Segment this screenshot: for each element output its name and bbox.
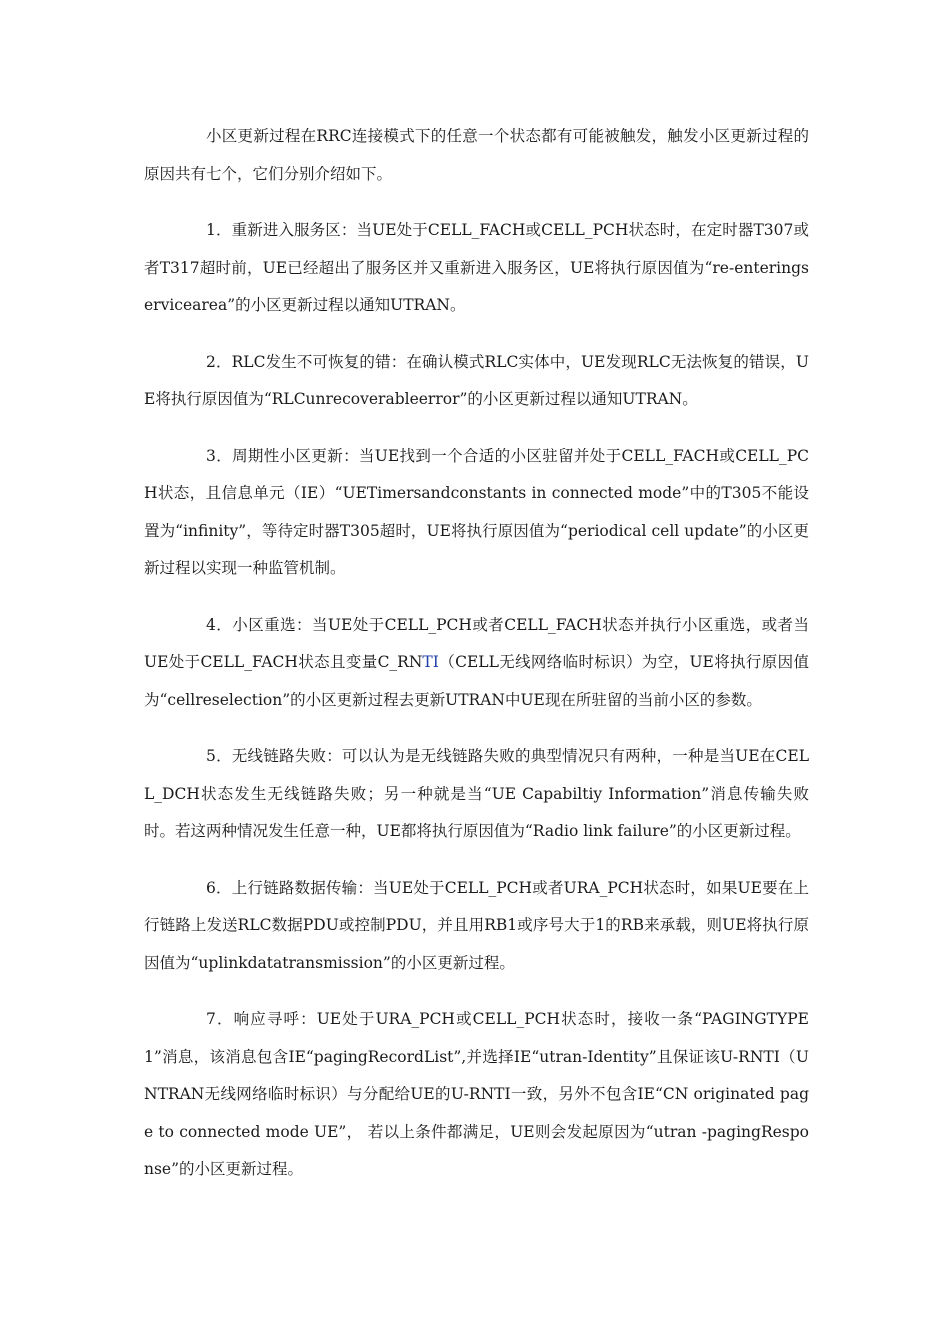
cause-4-highlight: TI	[422, 653, 439, 671]
cause-3-paragraph: 3．周期性小区更新：当UE找到一个合适的小区驻留并处于CELL_FACH或CELL_PCH状态，且信息单元（IE）“UETimersandconstants in connected mode”中的T305不能设置为“infinity”，等待定时器T305超时，UE将执行原因值为“periodical cell update”的小区更新过程以实现一种监管机制。	[144, 446, 809, 577]
cause-1-paragraph: 1．重新进入服务区：当UE处于CELL_FACH或CELL_PCH状态时，在定时器T307或者T317超时前，UE已经超出了服务区并又重新进入服务区，UE将执行原因值为“re-enteringservicearea”的小区更新过程以通知UTRAN。	[144, 221, 809, 314]
intro-paragraph: 小区更新过程在RRC连接模式下的任意一个状态都有可能被触发，触发小区更新过程的原因共有七个，它们分别介绍如下。	[144, 127, 809, 183]
cause-2-paragraph: 2．RLC发生不可恢复的错：在确认模式RLC实体中，UE发现RLC无法恢复的错误，UE将执行原因值为“RLCunrecoverableerror”的小区更新过程以通知UTRAN。	[144, 352, 809, 408]
cause-4-paragraph	[144, 607, 809, 720]
cause-7-paragraph: 7．响应寻呼：UE处于URA_PCH或CELL_PCH状态时，接收一条“PAGINGTYPE1”消息，该消息包含IE“pagingRecordList”,并选择IE“utran-Identity”且保证该U-RNTI（UNTRAN无线网络临时标识）与分配给UE的U-RNTI一致，另外不包含IE“CN originated page to connected mode UE”， 若以上条件都满足，UE则会发起原因为“utran -pagingResponse”的小区更新过程。	[144, 1010, 809, 1178]
cause-6-paragraph: 6．上行链路数据传输：当UE处于CELL_PCH或者URA_PCH状态时，如果UE要在上行链路上发送RLC数据PDU或控制PDU，并且用RB1或序号大于1的RB来承载，则UE将执行原因值为“uplinkdatatransmission”的小区更新过程。	[144, 878, 809, 972]
cause-4-text-before: 4．小区重选：当UE处于CELL_PCH或者CELL_FACH状态并执行小区重选，或者当UE处于CELL_FACH状态且变量C_RN	[144, 615, 809, 671]
cause-4-text-after: （CELL无线网络临时标识）为空，UE将执行原因值为“cellreselection”的小区更新过程去更新UTRAN中UE现在所驻留的当前小区的参数。	[144, 653, 810, 709]
document-body	[144, 118, 809, 1208]
cause-5-paragraph: 5．无线链路失败：可以认为是无线链路失败的典型情况只有两种，一种是当UE在CELL_DCH状态发生无线链路失败；另一种就是当“UE Capabiltiy Information”消息传输失败时。若这两种情况发生任意一种，UE都将执行原因值为“Radio link failure”的小区更新过程。	[144, 747, 809, 840]
